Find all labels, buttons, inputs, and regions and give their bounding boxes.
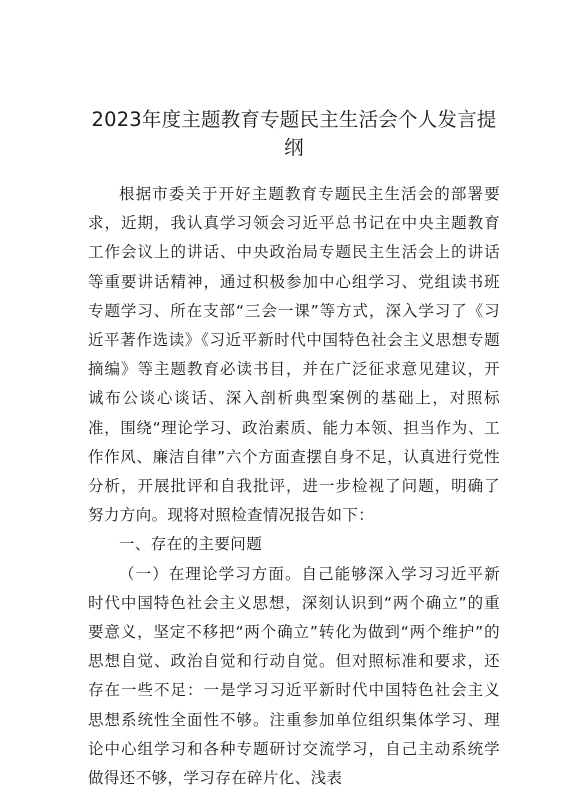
intro-paragraph: 根据市委关于开好主题教育专题民主生活会的部署要求，近期，我认真学习领会习近平总书记在中央主题教育工作会议上的讲话、中央政治局专题民主生活会上的讲话等重要讲话精神，通过积极参加中心组学习、党组读书班专题学习、所在支部“三会一课”等方式，深入学习了《习近平著作选读》《习近平新时代中国特色社会主义思想专题摘编》等主题教育必读书目，并在广泛征求意见建议，开诚布公谈心谈话、深入剖析典型案例的基础上，对照标准，围绕“理论学习、政治素质、能力本领、担当作为、工作作风、廉洁自律”六个方面查摆自身不足，认真进行党性分析，开展批评和自我批评，进一步检视了问题，明确了努力方向。现将对照检查情况报告如下： xyxy=(88,185,500,525)
section-heading: 一、存在的主要问题 xyxy=(119,535,263,554)
theory-study-paragraph: （一）在理论学习方面。自己能够深入学习习近平新时代中国特色社会主义思想，深刻认识到“两个确立”的重要意义，坚定不移把“两个确立”转化为做到“两个维护”的思想自觉、政治自觉和行动自觉。但对照标准和要求，还存在一些不足：一是学习习近平新时代中国特色社会主义思想系统性全面性不够。注重参加单位组织集体学习、理论中心组学习和各种专题研讨交流学习，自己主动系统学做得还不够，学习存在碎片化、浅表 xyxy=(88,564,500,788)
document-body xyxy=(88,180,500,793)
document-title: 2023年度主题教育专题民主生活会个人发言提纲 xyxy=(91,108,497,159)
